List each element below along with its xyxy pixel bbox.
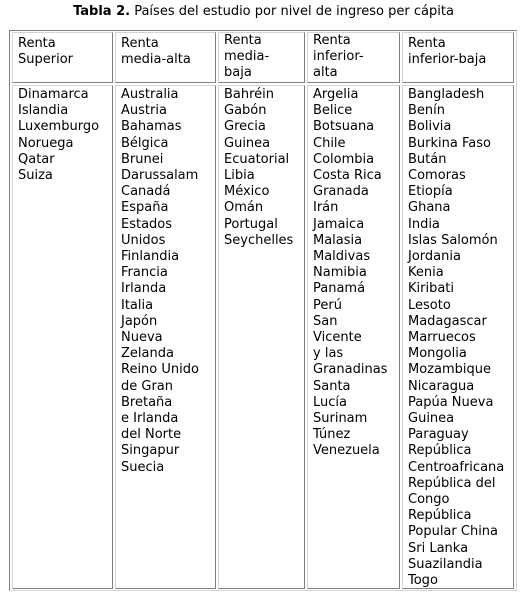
header-line: Superior <box>18 52 73 68</box>
country-entry: Bahréin <box>224 87 275 102</box>
country-entry: Papúa Nueva <box>408 394 494 410</box>
country-entry: Colombia <box>313 151 375 167</box>
caption-label: Tabla 2. <box>73 4 131 19</box>
country-entry: Burkina Faso <box>408 135 491 151</box>
header-line: inferior- <box>313 49 364 65</box>
country-entry: Etiopía <box>408 184 453 200</box>
country-entry: República del <box>408 475 496 491</box>
column-renta-media-baja <box>218 85 305 589</box>
country-entry: Nicaragua <box>408 378 475 394</box>
country-entry: Benín <box>408 103 446 119</box>
country-entry: Maldivas <box>313 249 371 265</box>
country-entry: Centroafricana <box>408 459 505 475</box>
country-entry: Dinamarca <box>18 87 89 102</box>
country-entry: Bolivia <box>408 119 452 135</box>
header-renta-superior <box>12 32 113 83</box>
country-entry: República <box>408 508 472 524</box>
country-entry: y las <box>313 346 344 362</box>
country-entry: Ghana <box>408 200 451 216</box>
country-entry: Túnez <box>313 427 351 443</box>
country-entry: Granadinas <box>313 362 388 378</box>
country-entry: Mongolia <box>408 346 467 362</box>
country-entry: Guinea <box>224 135 271 151</box>
column-renta-inferior-baja <box>402 85 514 589</box>
country-entry: Bután <box>408 151 447 167</box>
country-entry: Bahamas <box>121 119 182 135</box>
country-entry: Australia <box>121 87 179 102</box>
header-renta-media-alta <box>115 32 216 83</box>
country-entry: Togo <box>408 573 438 589</box>
country-entry: Santa <box>313 378 351 394</box>
header-renta-inferior-baja <box>402 32 514 83</box>
country-entry: Austria <box>121 103 167 119</box>
header-renta-media-baja <box>218 32 305 83</box>
country-entry: Nueva <box>121 330 163 346</box>
country-entry: Ecuatorial <box>224 151 290 167</box>
country-entry: Suiza <box>18 168 53 184</box>
header-line: media-alta <box>121 52 191 68</box>
country-entry: Gabón <box>224 103 267 119</box>
caption-text: Países del estudio por nivel de ingreso per cápita <box>130 4 454 19</box>
country-entry: Chile <box>313 135 346 151</box>
country-entry: Estados <box>121 216 173 232</box>
country-entry: Mozambique <box>408 362 491 378</box>
country-entry: Bangladesh <box>408 87 485 102</box>
country-entry: Kenia <box>408 265 444 281</box>
country-entry: España <box>121 200 169 216</box>
country-entry: Darussalam <box>121 168 199 184</box>
country-entry: Reino Unido <box>121 362 199 378</box>
country-entry: Comoras <box>408 168 466 184</box>
country-entry: Perú <box>313 297 342 313</box>
country-entry: Islandia <box>18 103 69 119</box>
country-entry: Bélgica <box>121 135 169 151</box>
country-entry: Omán <box>224 200 264 216</box>
country-entry: de Gran <box>121 378 174 394</box>
column-renta-superior <box>12 85 113 589</box>
country-entry: México <box>224 184 270 200</box>
country-entry: Jordania <box>408 249 461 265</box>
country-entry: Surinam <box>313 411 368 427</box>
header-line: Renta <box>224 33 262 48</box>
country-entry: del Norte <box>121 427 182 443</box>
country-entry: Libia <box>224 168 255 184</box>
country-entry: Guinea <box>408 411 455 427</box>
country-entry: Argelia <box>313 87 359 102</box>
column-renta-media-alta <box>115 85 216 589</box>
country-entry: Noruega <box>18 135 74 151</box>
country-entry: San <box>313 313 338 329</box>
country-entry: Islas Salomón <box>408 232 498 248</box>
country-entry: Luxemburgo <box>18 119 100 135</box>
country-entry: Costa Rica <box>313 168 382 184</box>
country-entry: Zelanda <box>121 346 174 362</box>
column-renta-inferior-alta <box>307 85 400 589</box>
country-entry: e Irlanda <box>121 411 179 427</box>
country-entry: Sri Lanka <box>408 540 469 556</box>
country-entry: Popular China <box>408 524 499 540</box>
country-entry: Francia <box>121 265 168 281</box>
country-entry: Namibia <box>313 265 367 281</box>
table-caption <box>0 4 527 20</box>
country-entry: India <box>408 216 440 232</box>
header-renta-inferior-alta <box>307 32 400 83</box>
country-entry: Panamá <box>313 281 366 297</box>
country-entry: Suecia <box>121 459 165 475</box>
country-entry: Jamaica <box>313 216 365 232</box>
header-line: Renta <box>121 36 159 51</box>
country-entry: Marruecos <box>408 330 476 346</box>
country-entry: Bretaña <box>121 394 173 410</box>
country-entry: Kiribati <box>408 281 455 297</box>
header-line: baja <box>224 65 252 81</box>
country-entry: Paraguay <box>408 427 469 443</box>
country-entry: Finlandia <box>121 249 180 265</box>
country-entry: Canadá <box>121 184 171 200</box>
country-entry: Irán <box>313 200 339 216</box>
country-entry: Seychelles <box>224 232 294 248</box>
header-line: media- <box>224 49 270 65</box>
header-line: alta <box>313 65 338 81</box>
country-entry: República <box>408 443 472 459</box>
country-entry: Lucía <box>313 394 347 410</box>
country-entry: Unidos <box>121 232 166 248</box>
country-entry: Botsuana <box>313 119 375 135</box>
header-line: inferior-baja <box>408 52 487 68</box>
country-entry: Qatar <box>18 151 55 167</box>
country-entry: Belice <box>313 103 353 119</box>
country-entry: Portugal <box>224 216 278 232</box>
country-entry: Lesoto <box>408 297 451 313</box>
country-entry: Congo <box>408 492 450 508</box>
country-entry: Grecia <box>224 119 266 135</box>
country-entry: Malasia <box>313 232 363 248</box>
country-entry: Singapur <box>121 443 180 459</box>
country-entry: Suazilandia <box>408 556 483 572</box>
country-entry: Japón <box>121 313 158 329</box>
country-entry: Madagascar <box>408 313 487 329</box>
country-entry: Granada <box>313 184 369 200</box>
country-entry: Vicente <box>313 330 362 346</box>
country-entry: Irlanda <box>121 281 167 297</box>
country-entry: Brunei <box>121 151 164 167</box>
header-line: Renta <box>18 36 56 51</box>
header-line: Renta <box>408 36 446 51</box>
header-line: Renta <box>313 33 351 48</box>
country-entry: Venezuela <box>313 443 380 459</box>
country-entry: Italia <box>121 297 154 313</box>
